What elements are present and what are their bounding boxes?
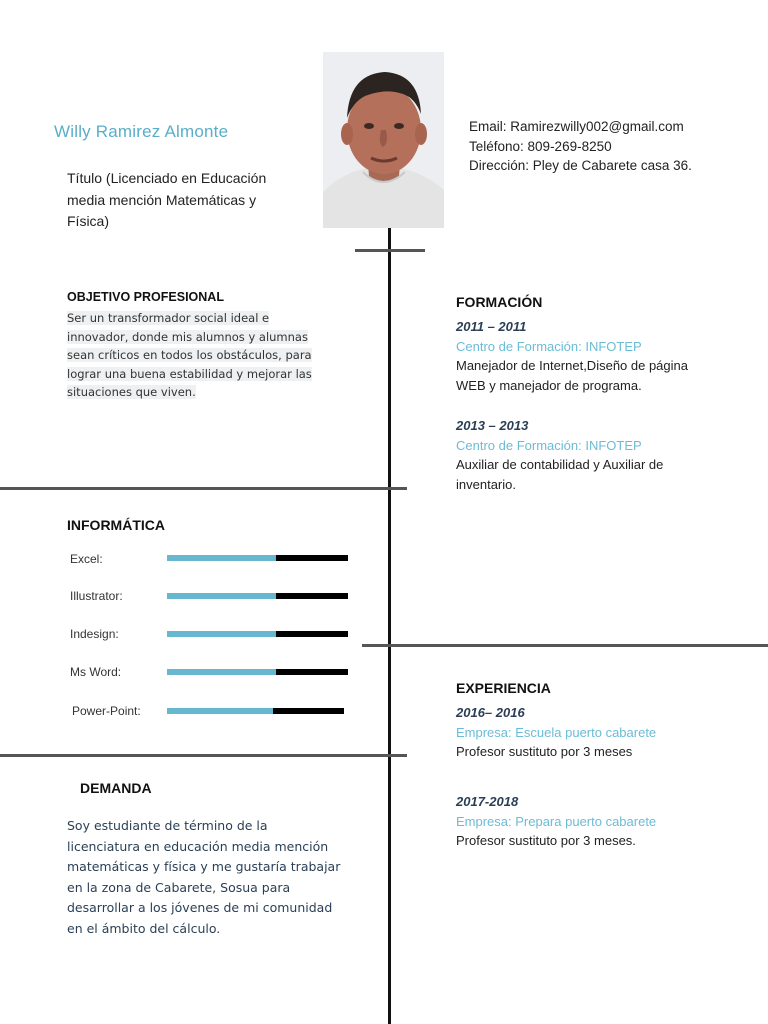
formacion-org: Centro de Formación: INFOTEP <box>456 338 642 354</box>
candidate-name: Willy Ramirez Almonte <box>54 122 229 141</box>
skill-bar-fill <box>167 593 276 599</box>
experiencia-desc: Profesor sustituto por 3 meses. <box>456 833 636 848</box>
objetivo-text <box>67 309 312 402</box>
demanda-heading: DEMANDA <box>80 780 152 796</box>
formacion-desc: Auxiliar de contabilidad y Auxiliar de inventario. <box>456 457 664 492</box>
formacion-heading: FORMACIÓN <box>456 294 543 310</box>
experiencia-entry <box>456 792 716 851</box>
formacion-entry <box>456 317 716 395</box>
experiencia-org: Empresa: Prepara puerto cabarete <box>456 813 657 829</box>
skill-bar-fill <box>167 631 276 637</box>
formacion-org: Centro de Formación: INFOTEP <box>456 437 642 453</box>
contact-block <box>469 117 692 176</box>
timeline-divider-right <box>362 644 768 647</box>
formacion-desc: Manejador de Internet,Diseño de página WEB y manejador de programa. <box>456 358 688 393</box>
informatica-heading: INFORMÁTICA <box>67 517 165 533</box>
candidate-title: Título (Licenciado en Educación media mención Matemáticas y Física) <box>67 170 267 229</box>
experiencia-years: 2017-2018 <box>456 794 519 809</box>
skill-bar <box>167 555 348 561</box>
skill-bar <box>167 593 348 599</box>
experiencia-years: 2016– 2016 <box>456 705 525 720</box>
experiencia-entry <box>456 703 716 762</box>
objetivo-heading: OBJETIVO PROFESIONAL <box>67 290 224 304</box>
skill-bar-fill <box>167 669 276 675</box>
contact-email: Email: Ramirezwilly002@gmail.com <box>469 119 684 134</box>
skill-label: Indesign: <box>70 627 119 641</box>
contact-address: Dirección: Pley de Cabarete casa 36. <box>469 158 692 173</box>
timeline-divider-left-2 <box>0 754 407 757</box>
timeline-divider-left-1 <box>0 487 407 490</box>
skill-label: Excel: <box>70 552 103 566</box>
timeline-divider-top <box>355 249 425 252</box>
contact-phone: Teléfono: 809-269-8250 <box>469 138 612 154</box>
skill-bar <box>167 708 344 714</box>
experiencia-heading: EXPERIENCIA <box>456 680 551 696</box>
skill-label: Ms Word: <box>70 665 122 679</box>
skill-bar-fill <box>167 555 276 561</box>
profile-photo <box>323 52 444 228</box>
formacion-entry <box>456 416 716 494</box>
skill-label: Illustrator: <box>70 589 123 603</box>
experiencia-desc: Profesor sustituto por 3 meses <box>456 744 633 759</box>
skill-bar <box>167 669 348 675</box>
demanda-text: Soy estudiante de término de la licenciatura en educación media mención matemáticas y física y me gustaría trabajar en la zona de Cabarete, Sosua para desarrollar a los jóvenes de mi comunidad en el ámbito del cálculo. <box>67 818 341 936</box>
experiencia-org: Empresa: Escuela puerto cabarete <box>456 724 657 740</box>
formacion-years: 2011 – 2011 <box>456 319 527 334</box>
skill-bar-fill <box>167 708 273 714</box>
skill-label: Power-Point: <box>72 704 141 718</box>
formacion-years: 2013 – 2013 <box>456 418 529 433</box>
objetivo-text-body: Ser un transformador social ideal e innovador, donde mis alumnos y alumnas sean críticos en todos los obstáculos, para lograr una buena estabilidad y mejorar las situaciones que viven. <box>67 311 312 400</box>
skill-bar <box>167 631 348 637</box>
timeline-vertical-line <box>388 204 391 1024</box>
